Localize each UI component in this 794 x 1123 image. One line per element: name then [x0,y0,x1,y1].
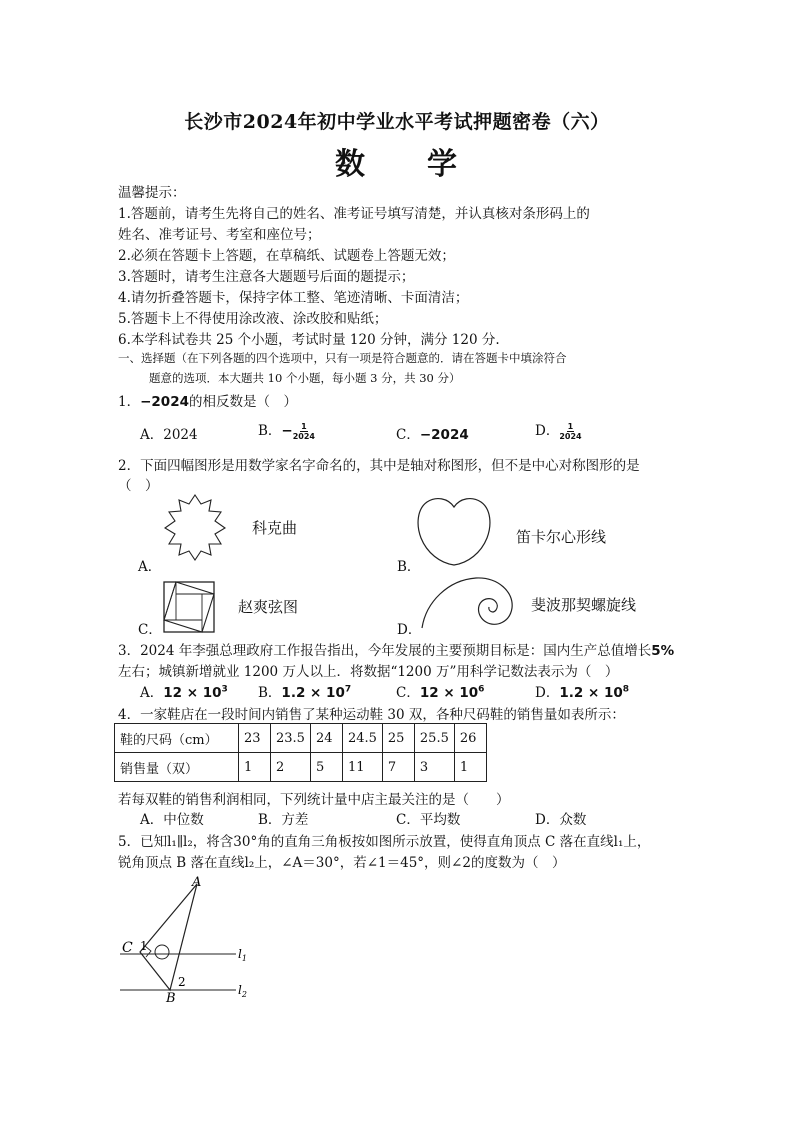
table-cell: 2 [271,753,311,782]
table-row [115,753,487,782]
table-cell: 24.5 [342,724,382,753]
label-c: C [122,940,133,956]
q5-stem-line-2: 锐角顶点 B 落在直线l₂上，∠A＝30°，若∠1＝45°，则∠2的度数为（ ） [118,855,566,871]
q4-option-b: B．方差 [258,812,309,828]
table-cell: 25.5 [414,724,454,753]
q3-option-d: D．$1.2 \times 10^8$ [535,684,630,701]
q2-caption-a: 科克曲 [252,519,298,537]
q1-option-c: C．−2024 [396,427,469,443]
triangle-parallel-lines-figure [112,872,262,1004]
q2-caption-d: 斐波那契螺旋线 [531,596,637,614]
table-cell: 26 [454,724,486,753]
tip-line-2: 姓名、准考证号、考室和座位号； [118,227,321,243]
subject-char-2: 学 [427,147,459,182]
q2-stem-line-1: 2．下面四幅图形是用数学家名字命名的，其中是轴对称图形，但不是中心对称图形的是 [118,458,640,474]
table-cell: 23 [239,724,271,753]
tip-line-7: 6.本学科试卷共 25 个小题，考试时量 120 分钟，满分 120 分. [118,332,500,348]
q2-caption-c: 赵爽弦图 [238,598,299,616]
line-l1-label: $l_1$ [238,947,247,963]
q2-label-a: A． [138,559,162,575]
table-header-size: 鞋的尺码（cm） [115,724,239,753]
q4-option-d: D．众数 [535,812,587,828]
fibonacci-spiral-figure [418,572,518,634]
q1-stem: 1．−2024的相反数是（ ） [118,394,297,410]
q4-option-c: C．平均数 [396,812,461,828]
section-heading-line-2: 题意的选项．本大题共 10 个小题，每小题 3 分，共 30 分） [149,371,461,385]
angle-2-label: 2 [178,975,186,989]
table-header-count: 销售量（双） [115,753,239,782]
table-cell: 1 [454,753,486,782]
table-cell: 25 [382,724,414,753]
q2-label-d: D． [397,622,422,638]
q3-option-b: B．$1.2 \times 10^7$ [258,684,352,701]
table-cell: 3 [414,753,454,782]
q5-stem-line-1: 5．已知l₁∥l₂，将含30°角的直角三角板按如图所示放置，使得直角顶点 C 落在直线l₁上， [118,834,651,850]
table-cell: 1 [239,753,271,782]
cardioid-figure [412,493,496,571]
q3-stem-line-1: 3．2024 年李强总理政府工作报告指出，今年发展的主要预期目标是：国内生产总值增长5% [118,643,675,659]
q2-caption-b: 笛卡尔心形线 [516,528,607,546]
subject-title [0,139,794,183]
q4-option-a: A．中位数 [140,812,204,828]
q4-stem: 4．一家鞋店在一段时间内销售了某种运动鞋 30 双，各种尺码鞋的销售量如表所示： [118,707,625,723]
section-heading-line-1: 一、选择题（在下列各题的四个选项中，只有一项是符合题意的．请在答题卡中填涂符合 [118,351,567,365]
table-cell: 5 [310,753,342,782]
table-row [115,724,487,753]
q2-stem-line-2: （ ） [118,478,159,494]
label-b: B [166,991,176,1004]
q3-option-a: A．$12 \times 10^3$ [140,684,228,701]
q3-option-c: C．$12 \times 10^6$ [396,684,485,701]
table-cell: 7 [382,753,414,782]
angle-1-label: 1 [140,939,148,953]
tip-line-4: 3.答题时，请考生注意各大题题号后面的题提示； [118,269,415,285]
tip-line-6: 5.答题卡上不得使用涂改液、涂改胶和贴纸； [118,311,388,327]
exam-title: 长沙市2024年初中学业水平考试押题密卷（六） [184,111,610,133]
label-a: A [192,875,202,890]
tip-line-5: 4.请勿折叠答题卡，保持字体工整、笔迹清晰、卡面清洁； [118,290,469,306]
q1-option-a: A．2024 [140,427,198,443]
line-l2-label: $l_2$ [238,983,247,999]
koch-snowflake-figure [155,492,235,562]
zhao-shuang-figure [162,580,218,636]
tips-heading: 温馨提示： [118,185,186,201]
shoe-sales-table [114,723,487,782]
table-cell: 23.5 [271,724,311,753]
q2-label-b: B． [397,559,421,575]
q1-option-b: B．− $\frac{1}{2024}$ [258,422,315,441]
subject-char-1: 数 [335,147,367,182]
table-cell: 24 [310,724,342,753]
q4-question: 若每双鞋的销售利润相同，下列统计量中店主最关注的是（ ） [118,792,510,808]
tip-line-3: 2.必须在答题卡上答题，在草稿纸、试题卷上答题无效； [118,248,455,264]
q3-stem-line-2: 左右；城镇新增就业 1200 万人以上．将数据“1200 万”用科学记数法表示为（ ） [118,664,619,680]
q1-option-d: D． $\frac{1}{2024}$ [535,422,582,441]
triangle [140,884,197,990]
q2-label-c: C． [138,622,162,638]
table-cell: 11 [342,753,382,782]
tip-line-1: 1.答题前，请考生先将自己的姓名、准考证号填写清楚，并认真核对条形码上的 [118,206,590,222]
